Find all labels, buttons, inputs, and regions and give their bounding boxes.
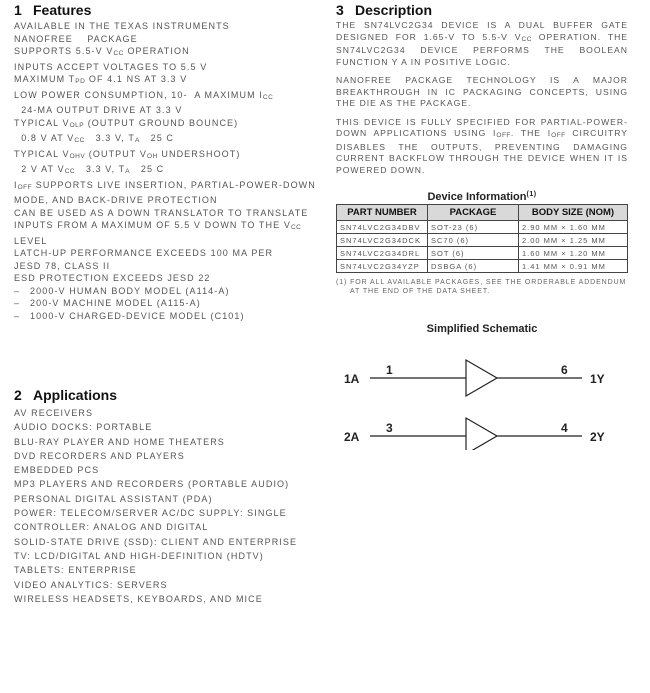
schematic-title: Simplified Schematic (426, 323, 538, 335)
feature-item: NANOFREE PACKAGE (14, 33, 138, 44)
body-size-cell: 1.60 MM × 1.20 MM (519, 247, 628, 260)
applications-list (14, 406, 297, 606)
application-item: AUDIO DOCKS: PORTABLE (14, 422, 153, 433)
description-paragraph-2: NANOFREE PACKAGE TECHNOLOGY IS A MAJOR BREAKTHROUGH IN IC PACKAGING CONCEPTS, USING THE DIE AS THE PACKAGE. (336, 75, 628, 108)
package-cell: SOT (6) (428, 247, 519, 260)
application-item: TABLETS: ENTERPRISE (14, 565, 137, 576)
column-header-part-number: PART NUMBER (337, 205, 428, 221)
application-item: AV RECEIVERS (14, 408, 94, 418)
application-item: EMBEDDED PCS (14, 465, 100, 476)
feature-item: JESD 78, CLASS II (14, 260, 111, 271)
body-size-cell: 2.90 MM × 1.60 MM (519, 221, 628, 234)
section-number: 2 (14, 387, 22, 403)
description-paragraph-3: THIS DEVICE IS FULLY SPECIFIED FOR PARTIAL-POWER-DOWN APPLICATIONS USING IOFF. THE IOFF CIRCUITRY DISABLES THE OUTPUTS, PREVENTING DAMAGING CURRENT BACKFLOW THROUGH THE DEVICE WHEN IT IS POWERED DOWN. (336, 116, 628, 175)
buffer-gate-2 (344, 418, 605, 450)
body-size-cell: 1.41 MM × 0.91 MM (519, 260, 628, 273)
column-header-package: PACKAGE (428, 205, 519, 221)
feature-item: LEVEL (14, 235, 48, 246)
package-cell: SOT-23 (6) (428, 221, 519, 234)
table-row (337, 247, 628, 260)
application-item: BLU-RAY PLAYER AND HOME THEATERS (14, 436, 225, 447)
input-pin-number: 1 (386, 363, 393, 377)
feature-sub-item: – 1000-V CHARGED-DEVICE MODEL (C101) (14, 310, 245, 321)
part-number-cell: SN74LVC2G34DCK (337, 234, 428, 247)
part-number-cell: SN74LVC2G34DBV (337, 221, 428, 234)
table-header-row (337, 205, 628, 221)
feature-item: 24-MA OUTPUT DRIVE AT 3.3 V (14, 105, 183, 115)
output-label: 1Y (590, 372, 605, 386)
application-item: WIRELESS HEADSETS, KEYBOARDS, AND MICE (14, 593, 263, 604)
package-cell: DSBGA (6) (428, 260, 519, 273)
section-title: Features (33, 2, 92, 18)
feature-item: ESD PROTECTION EXCEEDS JESD 22 (14, 273, 211, 283)
feature-item: CAN BE USED AS A DOWN TRANSLATOR TO TRANSLATE (14, 207, 309, 218)
feature-item: IOFF SUPPORTS LIVE INSERTION, PARTIAL-POWER-DOWN (14, 179, 316, 191)
output-label: 2Y (590, 430, 605, 444)
application-item: POWER: TELECOM/SERVER AC/DC SUPPLY: SINGLE (14, 508, 287, 519)
features-section (14, 2, 316, 322)
input-label: 1A (344, 372, 360, 386)
output-pin-number: 4 (561, 421, 568, 435)
application-item: PERSONAL DIGITAL ASSISTANT (PDA) (14, 493, 213, 504)
feature-item: MAXIMUM TPD OF 4.1 NS AT 3.3 V (14, 74, 188, 85)
section-title: Description (355, 2, 433, 18)
feature-item: MODE, AND BACK-DRIVE PROTECTION (14, 195, 218, 205)
application-item: DVD RECORDERS AND PLAYERS (14, 450, 185, 461)
feature-item: INPUTS FROM A MAXIMUM OF 5.5 V DOWN TO THE VCC (14, 220, 302, 231)
feature-item: TYPICAL VOHV (OUTPUT VOH UNDERSHOOT) (14, 148, 241, 160)
table-footnote: (1) FOR ALL AVAILABLE PACKAGES, SEE THE ORDERABLE ADDENDUM AT THE END OF THE DATA SHEET. (336, 279, 627, 295)
table-row (337, 260, 628, 273)
part-number-cell: SN74LVC2G34YZP (337, 260, 428, 273)
body-size-cell: 2.00 MM × 1.25 MM (519, 234, 628, 247)
package-cell: SC70 (6) (428, 234, 519, 247)
output-pin-number: 6 (561, 363, 568, 377)
application-item: CONTROLLER: ANALOG AND DIGITAL (14, 522, 209, 533)
feature-sub-item: – 200-V MACHINE MODEL (A115-A) (14, 298, 201, 308)
description-section (336, 2, 628, 176)
input-label: 2A (344, 430, 360, 444)
buffer-triangle-icon (466, 360, 497, 396)
device-information (336, 188, 628, 296)
features-heading (14, 2, 316, 19)
application-item: SOLID-STATE DRIVE (SSD): CLIENT AND ENTERPRISE (14, 536, 298, 547)
feature-item: SUPPORTS 5.5-V VCC OPERATION (14, 46, 190, 57)
part-number-cell: SN74LVC2G34DRL (337, 247, 428, 260)
schematic-diagram (336, 340, 628, 450)
section-number: 3 (336, 2, 344, 18)
column-header-body-size: BODY SIZE (NOM) (519, 205, 628, 221)
feature-item: 0.8 V AT VCC 3.3 V, TA 25 C (14, 133, 174, 144)
section-title: Applications (33, 387, 118, 403)
table-row (337, 221, 628, 234)
application-item: VIDEO ANALYTICS: SERVERS (14, 579, 168, 590)
buffer-triangle-icon (466, 418, 497, 450)
table-row (337, 234, 628, 247)
feature-item: AVAILABLE IN THE TEXAS INSTRUMENTS (14, 21, 230, 31)
simplified-schematic (336, 323, 628, 450)
description-heading (336, 2, 628, 19)
feature-item: INPUTS ACCEPT VOLTAGES TO 5.5 V (14, 61, 208, 72)
applications-heading (14, 387, 297, 404)
device-info-title: Device Information$^{(1)}$ (427, 191, 537, 203)
application-item: MP3 PLAYERS AND RECORDERS (PORTABLE AUDIO) (14, 479, 290, 490)
feature-item: LATCH-UP PERFORMANCE EXCEEDS 100 MA PER (14, 248, 274, 258)
applications-section (14, 387, 297, 606)
device-info-table (336, 204, 628, 273)
features-list (14, 20, 316, 322)
input-pin-number: 3 (386, 421, 393, 435)
description-paragraph-1: THE SN74LVC2G34 DEVICE IS A DUAL BUFFER GATE DESIGNED FOR 1.65-V TO 5.5-V VCC OPERATION. THE SN74LVC2G34 DEVICE PERFORMS THE BOOLEAN FUNCTION Y A IN POSITIVE LOGIC. (336, 20, 629, 67)
feature-sub-item: – 2000-V HUMAN BODY MODEL (A114-A) (14, 285, 230, 296)
feature-item: LOW POWER CONSUMPTION, 10- A MAXIMUM ICC (14, 89, 274, 101)
section-number: 1 (14, 2, 22, 18)
feature-item: TYPICAL VOLP (OUTPUT GROUND BOUNCE) (14, 117, 239, 129)
buffer-gate-1 (344, 360, 605, 396)
application-item: TV: LCD/DIGITAL AND HIGH-DEFINITION (HDTV) (14, 550, 264, 561)
feature-item: 2 V AT VCC 3.3 V, TA 25 C (14, 164, 165, 175)
